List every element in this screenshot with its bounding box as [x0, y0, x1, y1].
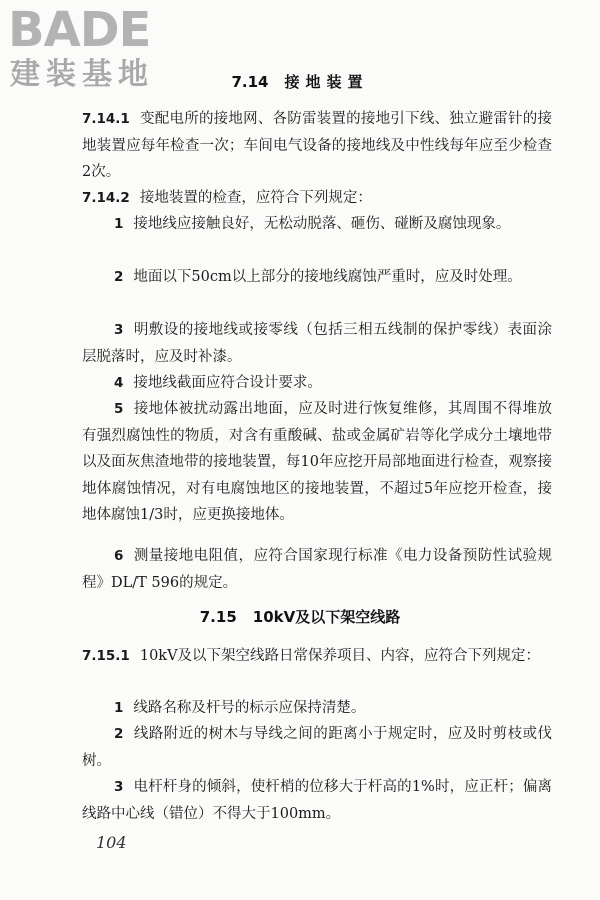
clause-7-14-2 — [82, 185, 552, 212]
item-number: 2 — [114, 726, 124, 742]
section-title: 接地装置 — [284, 73, 369, 91]
item-text: 测量接地电阻值，应符合国家现行标准《电力设备预防性试验规程》DL/T 596的规定。 — [82, 548, 552, 591]
section-number: 7.14 — [231, 73, 269, 91]
item-text: 地面以下50cm以上部分的接地线腐蚀严重时，应及时处理。 — [133, 269, 522, 285]
logo-chinese-text: 建装基地 — [10, 57, 154, 92]
list-item — [82, 695, 552, 722]
list-item — [82, 396, 552, 529]
item-number: 6 — [114, 548, 124, 564]
item-text: 线路名称及杆号的标示应保持清楚。 — [133, 700, 366, 716]
list-item — [82, 774, 552, 827]
list-item — [82, 317, 552, 370]
list-item — [82, 721, 552, 774]
item-number: 3 — [114, 779, 124, 795]
section-heading-7-15 — [0, 607, 600, 627]
section-heading-7-14 — [0, 72, 600, 92]
section-number: 7.15 — [199, 608, 237, 626]
logo-latin-text: BADE — [8, 2, 151, 58]
item-text: 明敷设的接地线或接零线（包括三相五线制的保护零线）表面涂层脱落时，应及时补漆。 — [82, 322, 552, 365]
item-number: 1 — [114, 700, 124, 716]
clause-number: 7.14.2 — [82, 190, 130, 206]
clause-7-15-1 — [82, 643, 552, 670]
item-text: 接地线应接触良好，无松动脱落、砸伤、碰断及腐蚀现象。 — [133, 216, 511, 232]
item-number: 1 — [114, 216, 124, 232]
item-number: 5 — [114, 401, 124, 417]
clause-number: 7.15.1 — [82, 648, 130, 664]
item-number: 2 — [114, 269, 124, 285]
item-text: 电杆杆身的倾斜，使杆梢的位移大于杆高的1%时，应正杆；偏离线路中心线（错位）不得大于100mm。 — [82, 779, 552, 822]
item-text: 接地线截面应符合设计要求。 — [133, 375, 322, 391]
item-number: 3 — [114, 322, 124, 338]
list-item — [82, 543, 552, 596]
list-item — [82, 264, 552, 291]
clause-number: 7.14.1 — [82, 111, 130, 127]
item-text: 接地体被扰动露出地面，应及时进行恢复维修，其周围不得堆放有强烈腐蚀性的物质，对含有重酸碱、盐或金属矿岩等化学成分土壤地带以及面灰焦渣地带的接地装置，每10年应挖开局部地面进行检查，观察接地体腐蚀情况，对有电腐蚀地区的接地装置，不超过5年应挖开检查，接地体腐蚀1/3时，应更换接地体。 — [82, 401, 552, 523]
section-title: 10kV及以下架空线路 — [252, 608, 401, 626]
page-number: 104 — [96, 833, 127, 852]
item-text: 线路附近的树木与导线之间的距离小于规定时，应及时剪枝或伐树。 — [82, 726, 552, 769]
item-number: 4 — [114, 375, 124, 391]
clause-7-14-1 — [82, 106, 552, 186]
clause-text: 10kV及以下架空线路日常保养项目、内容，应符合下列规定： — [139, 648, 541, 664]
clause-text: 接地装置的检查，应符合下列规定： — [139, 190, 372, 206]
list-item — [82, 211, 552, 238]
list-item — [82, 370, 552, 397]
clause-text: 变配电所的接地网、各防雷装置的接地引下线、独立避雷针的接地装置应每年检查一次；车间电气设备的接地线及中性线每年应至少检查2次。 — [82, 111, 552, 180]
